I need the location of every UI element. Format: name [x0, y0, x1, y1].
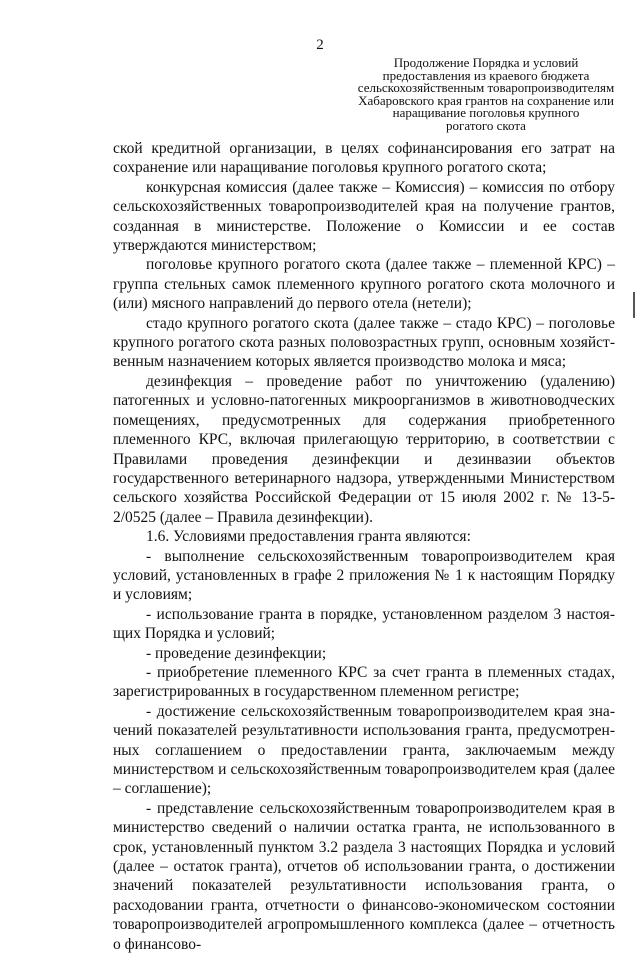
- paragraph-continuation: ской кредитной организации, в целях софинансирования его затрат на сохранение или наращивание поголовья крупного рогатого скота;: [113, 140, 615, 177]
- header-line: Хабаровского края грантов на сохранение или: [358, 92, 614, 108]
- document-body: [113, 139, 615, 954]
- header-line: сельскохозяйственным товаропроизводителям: [357, 80, 615, 96]
- paragraph-definition-herd: стадо крупного рогатого скота (далее также – стадо КРС) – поголовье крупного рогатого скота разных половозрастных групп, основным хозяйственным назначением которых является производство молока и мяса;: [113, 314, 615, 371]
- condition-item: - выполнение сельскохозяйственным товаропроизводителем края условий, установленных в графе 2 приложения № 1 к настоящим Порядку и условиям;: [113, 547, 615, 604]
- header-line: наращивание поголовья крупного: [392, 105, 580, 121]
- scan-edge-mark: [633, 292, 635, 318]
- header-line: рогатого скота: [446, 117, 526, 133]
- condition-item: - использование гранта в порядке, установленном разделом 3 настоящих Порядка и условий;: [113, 605, 615, 643]
- header-line: Продолжение Порядка и условий: [393, 55, 579, 70]
- paragraph-definition-commission: конкурсная комиссия (далее также – Комиссия) – комиссия по отбору сельскохозяйственных товаропроизводителей края на получение грантов, созданная в министерстве. Положение о Комиссии и ее состав утверждаются министерством;: [113, 178, 615, 255]
- paragraph-definition-livestock: поголовье крупного рогатого скота (далее также – племенной КРС) – группа стельных самок племенного крупного рогатого скота молочного и (или) мясного направлений до первого отела (нетели);: [113, 256, 615, 313]
- condition-item: - представление сельскохозяйственным товаропроизводителем края в министерство сведений о наличии остатка гранта, не использованного в срок, установленный пунктом 3.2 раздела 3 настоящих Порядка и условий (далее – остаток гранта), отчетов об использовании гранта, о достижении значений показателей результативности использования гранта, о расходовании гранта, отчетности о финансово-экономическом состоянии товаропроизводителей агропромышленного комплекса (далее – отчетность о финансово-: [113, 799, 615, 953]
- section-1-6-heading: 1.6. Условиями предоставления гранта являются:: [146, 528, 471, 546]
- header-line: предоставления из краевого бюджета: [382, 67, 590, 83]
- page-number: 2: [316, 37, 324, 53]
- condition-item: - достижение сельскохозяйственным товаропроизводителем края значений показателей результативности использования гранта, предусмотренных соглашением о предоставлении гранта, заключаемым между министерством и сельскохозяйственным товаропроизводителем края (далее – соглашение);: [113, 702, 615, 798]
- continuation-header: [340, 57, 632, 133]
- paragraph-definition-disinfection: дезинфекция – проведение работ по уничтожению (удалению) патогенных и условно-патогенных микроорганизмов в животноводческих помещениях, предусмотренных для содержания приобретенного племенного КРС, включая прилегающую территорию, в соответствии с Правилами проведения дезинфекции и дезинвазии объектов государственного ветеринарного надзора, утвержденными Министерством сельского хозяйства Российской Федерации от 15 июля 2002 г. № 13-5-2/0525 (далее – Правила дезинфекции).: [113, 372, 615, 526]
- condition-item: - проведение дезинфекции;: [146, 644, 327, 662]
- condition-item: - приобретение племенного КРС за счет гранта в племенных стадах, зарегистрированных в государственном племенном регистре;: [113, 663, 615, 701]
